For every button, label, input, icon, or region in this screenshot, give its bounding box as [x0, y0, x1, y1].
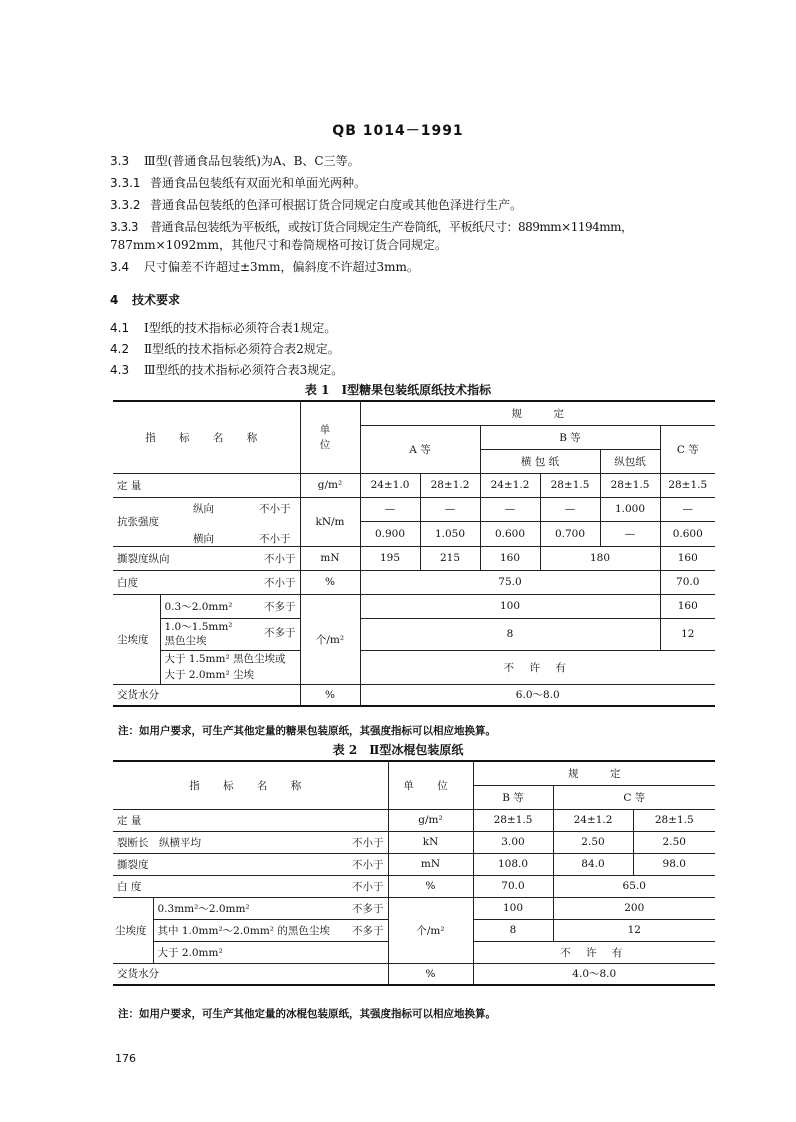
table-cell: 200 — [553, 897, 715, 919]
table-cell: 不 许 有 — [473, 941, 715, 963]
clause-text: Ⅲ型纸的技术指标必须符合表3规定。 — [144, 363, 344, 377]
table-cell: 8 — [360, 618, 660, 650]
t1-row-shuifen-unit: % — [300, 684, 360, 706]
section-title: 技术要求 — [132, 293, 181, 307]
t2-row-chenai-name: 尘埃度 — [113, 897, 153, 963]
table-cell: 70.0 — [660, 570, 715, 594]
table-cell: 28±1.2 — [420, 473, 480, 497]
t1-row-kangzhang-name: 抗张强度 纵向 不小于 横向 不小于 — [113, 497, 300, 546]
table1-caption: 表 1 Ⅰ型糖果包装纸原纸技术指标 — [304, 383, 492, 397]
t1-header-name: 指 标 名 称 — [113, 401, 300, 473]
t2-header-grade-c: C 等 — [553, 785, 715, 809]
paragraph-3-3-3 — [110, 219, 730, 235]
table-cell: 不 许 有 — [360, 650, 715, 684]
paragraph-3-3-2 — [110, 197, 730, 213]
clause-text: 尺寸偏差不许超过±3mm，偏斜度不许超过3mm。 — [144, 260, 419, 274]
clause-number: 3.4 — [110, 260, 130, 274]
table-cell: 28±1.5 — [633, 809, 715, 831]
t1-row-baidu-unit: % — [300, 570, 360, 594]
table-cell: — — [420, 497, 480, 522]
table-cell: 12 — [553, 919, 715, 941]
t2-row-dingliang-name: 定 量 — [113, 809, 388, 831]
table-cell: 98.0 — [633, 853, 715, 875]
paragraph-3-4 — [110, 259, 730, 275]
clause-text: 普通食品包装纸的色泽可根据订货合同规定白度或其他色泽进行生产。 — [150, 198, 523, 212]
table-cell: 8 — [473, 919, 553, 941]
table-cell: 75.0 — [360, 570, 660, 594]
clause-text: Ⅰ型纸的技术指标必须符合表1规定。 — [144, 321, 337, 335]
paragraph-4-2 — [110, 341, 730, 357]
t2-header-unit: 单 位 — [388, 761, 473, 809]
table-cell: 70.0 — [473, 875, 553, 897]
table-cell: 28±1.5 — [540, 473, 600, 497]
section-4-heading — [110, 291, 180, 308]
t2-row-shuifen-unit: % — [388, 963, 473, 985]
table-cell: 24±1.2 — [553, 809, 633, 831]
section-number: 4 — [110, 293, 119, 307]
table-cell: 84.0 — [553, 853, 633, 875]
clause-number: 3.3.3 — [110, 220, 139, 234]
table-cell: 24±1.2 — [480, 473, 540, 497]
clause-number: 4.3 — [110, 363, 130, 377]
t1-row-shuifen-name: 交货水分 — [113, 684, 300, 706]
table-cell: 100 — [360, 594, 660, 618]
table-cell: 0.900 — [360, 522, 420, 547]
t2-row-silie-unit: mN — [388, 853, 473, 875]
table-cell: 160 — [480, 546, 540, 570]
table-cell: 108.0 — [473, 853, 553, 875]
table-cell: 0.600 — [480, 522, 540, 547]
table-cell: — — [600, 522, 660, 547]
table-cell: 160 — [660, 594, 715, 618]
clause-text: Ⅲ型(普通食品包装纸)为A、B、C三等。 — [144, 154, 360, 168]
paragraph-4-1 — [110, 320, 730, 336]
clause-number: 3.3 — [110, 154, 130, 168]
table-cell: 1.000 — [600, 497, 660, 522]
t2-row-silie-name: 撕裂度 不小于 — [113, 853, 388, 875]
t2-row-dingliang-unit: g/m² — [388, 809, 473, 831]
t1-row-silie-name: 撕裂度纵向 不小于 — [113, 546, 300, 570]
table-cell: 12 — [660, 618, 715, 650]
clause-number: 4.1 — [110, 321, 130, 335]
table-cell: 100 — [473, 897, 553, 919]
table2-note: 注：如用户要求，可生产其他定量的冰棍包装原纸，其强度指标可以相应地换算。 — [118, 1008, 496, 1020]
t1-chenai-sub2: 1.0～1.5mm² 黑色尘埃 不多于 — [160, 618, 300, 650]
t1-header-hengbao: 横 包 纸 — [480, 449, 600, 473]
t2-header-grade-b: B 等 — [473, 785, 553, 809]
table-cell: 65.0 — [553, 875, 715, 897]
paragraph-3-3-1 — [110, 175, 730, 191]
table-cell: 180 — [540, 546, 660, 570]
paragraph-4-3 — [110, 362, 730, 378]
table-cell: 2.50 — [553, 831, 633, 853]
clause-text: Ⅱ型纸的技术指标必须符合表2规定。 — [144, 342, 340, 356]
t1-header-unit: 单 位 — [300, 401, 360, 473]
t1-header-grade-a: A 等 — [360, 425, 480, 473]
table2-caption: 表 2 Ⅱ型冰棍包装原纸 — [332, 743, 464, 757]
t2-row-baidu-name: 白 度 不小于 — [113, 875, 388, 897]
t1-chenai-sub3: 大于 1.5mm² 黑色尘埃或 大于 2.0mm² 尘埃 — [160, 650, 300, 684]
table-cell: 0.600 — [660, 522, 715, 547]
clause-number: 3.3.1 — [110, 176, 141, 190]
t1-row-chenai-unit: 个/m² — [300, 594, 360, 684]
clause-text: 普通食品包装纸有双面光和单面光两种。 — [150, 176, 367, 190]
table-cell: — — [540, 497, 600, 522]
clause-number: 3.3.2 — [110, 198, 141, 212]
table-cell: 28±1.5 — [473, 809, 553, 831]
document-header: QB 1014－1991 — [332, 123, 464, 139]
table-cell: 3.00 — [473, 831, 553, 853]
table-cell: 28±1.5 — [660, 473, 715, 497]
t1-row-dingliang-name: 定 量 — [113, 473, 300, 497]
table-cell: 1.050 — [420, 522, 480, 547]
clause-number: 4.2 — [110, 342, 130, 356]
table-cell: — — [660, 497, 715, 522]
table1-note: 注：如用户要求，可生产其他定量的糖果包装原纸，其强度指标可以相应地换算。 — [118, 725, 496, 737]
clause-text: 普通食品包装纸为平板纸，或按订货合同规定生产卷筒纸，平板纸尺寸：889mm×1194mm， — [150, 220, 633, 234]
table-cell: 4.0～8.0 — [473, 963, 715, 985]
table-cell: — — [360, 497, 420, 522]
table-cell: 195 — [360, 546, 420, 570]
t1-header-grade-b: B 等 — [480, 425, 660, 449]
t2-row-baidu-unit: % — [388, 875, 473, 897]
t2-header-name: 指 标 名 称 — [113, 761, 388, 809]
paragraph-3-3-3-cont — [110, 237, 730, 253]
t1-chenai-sub1: 0.3～2.0mm² 不多于 — [160, 594, 300, 618]
table-cell: — — [480, 497, 540, 522]
table-cell: 215 — [420, 546, 480, 570]
t1-header-zongbao: 纵包纸 — [600, 449, 660, 473]
page-number: 176 — [115, 1052, 136, 1065]
t2-header-spec: 规 定 — [473, 761, 715, 785]
t2-row-liedc-name: 裂断长 纵横平均 不小于 — [113, 831, 388, 853]
t2-chenai-sub1: 0.3mm²～2.0mm² 不多于 — [153, 897, 388, 919]
t2-row-chenai-unit: 个/m² — [388, 897, 473, 963]
t2-chenai-sub3: 大于 2.0mm² — [153, 941, 388, 963]
table-cell: 24±1.0 — [360, 473, 420, 497]
t1-row-baidu-name: 白度 不小于 — [113, 570, 300, 594]
t1-header-spec: 规 定 — [360, 401, 715, 425]
paragraph-3-3 — [110, 153, 730, 169]
table2 — [113, 760, 715, 986]
t2-chenai-sub2: 其中 1.0mm²～2.0mm² 的黑色尘埃 不多于 — [153, 919, 388, 941]
table-cell: 28±1.5 — [600, 473, 660, 497]
t1-header-grade-c: C 等 — [660, 425, 715, 473]
table-cell: 2.50 — [633, 831, 715, 853]
t1-row-kangzhang-unit: kN/m — [300, 497, 360, 546]
t1-row-dingliang-unit: g/m² — [300, 473, 360, 497]
t2-row-shuifen-name: 交货水分 — [113, 963, 388, 985]
t1-row-chenai-name: 尘埃度 — [113, 594, 160, 684]
table-cell: 160 — [660, 546, 715, 570]
table-cell: 6.0～8.0 — [360, 684, 715, 706]
clause-text: 787mm×1092mm，其他尺寸和卷筒规格可按订货合同规定。 — [110, 238, 448, 252]
t1-row-silie-unit: mN — [300, 546, 360, 570]
t2-row-liedc-unit: kN — [388, 831, 473, 853]
table-cell: 0.700 — [540, 522, 600, 547]
table1 — [113, 400, 715, 707]
